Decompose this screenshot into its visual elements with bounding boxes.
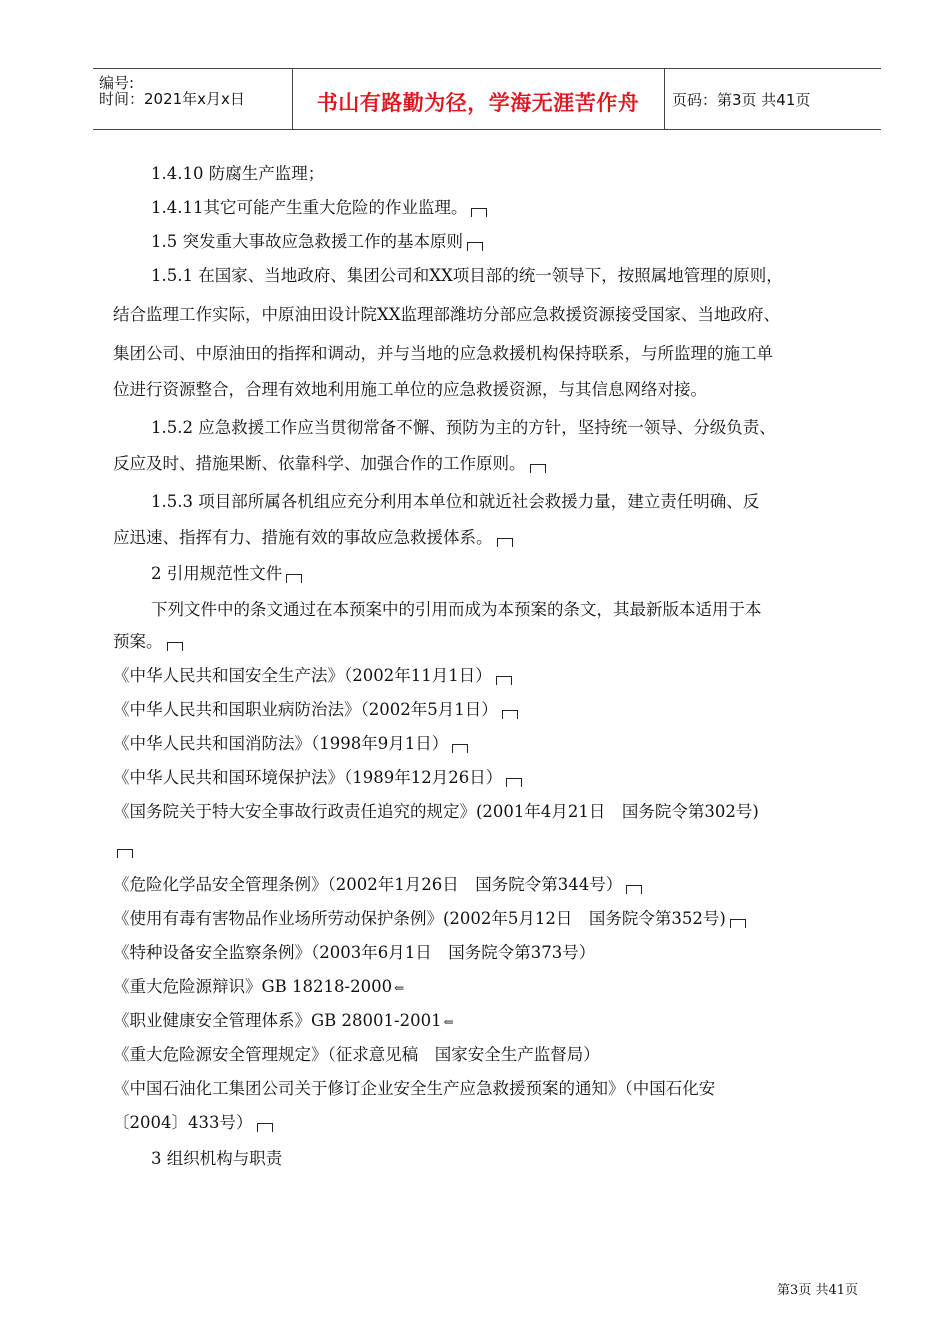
reference-item: 《使用有毒有害物品作业场所劳动保护条例》(2002年5月12日 国务院令第352号): [113, 908, 746, 930]
text-line: 反应及时、措施果断、依靠科学、加强合作的工作原则。: [113, 453, 546, 475]
reference-item: 《中华人民共和国环境保护法》（1989年12月26日）: [113, 767, 522, 789]
text-line: 1.4.11其它可能产生重大危险的作业监理。: [151, 197, 487, 219]
page-label: 页码：第3页 共41页: [672, 91, 811, 109]
text-line: 位进行资源整合，合理有效地利用施工单位的应急救援资源，与其信息网络对接。: [113, 380, 707, 399]
page-header: [93, 68, 881, 130]
paragraph-mark-icon: [506, 778, 522, 787]
paragraph-mark-icon: [502, 710, 518, 719]
text-line: 下列文件中的条文通过在本预案中的引用而成为本预案的条文，其最新版本适用于本: [151, 600, 762, 619]
header-page-cell: [664, 69, 881, 129]
reference-item: 〔2004〕433号）: [113, 1112, 273, 1134]
text-line: 结合监理工作实际，中原油田设计院XX监理部潍坊分部应急救援资源接受国家、当地政府、: [113, 305, 780, 324]
paragraph-mark-icon: [530, 464, 546, 473]
paragraph-mark-icon: [257, 1123, 273, 1132]
reference-item: 《重大危险源辩识》GB 18218-2000 ⇐: [113, 976, 404, 999]
paragraph-mark-icon: [471, 208, 487, 217]
paragraph-mark-icon: [167, 642, 183, 651]
paragraph-mark-icon: [497, 538, 513, 547]
paragraph-mark-icon: ⇐: [394, 981, 405, 995]
section-heading: 3 组织机构与职责: [151, 1149, 283, 1168]
text-line: 预案。: [113, 631, 183, 653]
motto: 书山有路勤为径，学海无涯苦作舟: [316, 91, 640, 115]
paragraph-mark-icon: [467, 242, 483, 251]
reference-item: 《职业健康安全管理体系》GB 28001-2001 ⇐: [113, 1010, 454, 1033]
text-line: [113, 838, 133, 860]
text-line: 1.5.2 应急救援工作应当贯彻常备不懈、预防为主的方针，坚持统一领导、分级负责、: [151, 418, 776, 437]
reference-item: 《中华人民共和国职业病防治法》（2002年5月1日）: [113, 699, 518, 721]
code-label: 编号:: [99, 74, 135, 92]
header-motto-cell: [292, 69, 665, 129]
text-line: 1.5.3 项目部所属各机组应充分利用本单位和就近社会救援力量，建立责任明确、反: [151, 492, 760, 511]
paragraph-mark-icon: [730, 919, 746, 928]
paragraph-mark-icon: [117, 849, 133, 858]
page-footer: 第3页 共41页: [777, 1283, 858, 1298]
paragraph-mark-icon: [286, 574, 302, 583]
reference-item: 《中华人民共和国安全生产法》（2002年11月1日）: [113, 665, 512, 687]
section-heading: 2 引用规范性文件: [151, 563, 302, 585]
text-line: 1.4.10 防腐生产监理；: [151, 164, 325, 183]
reference-item: 《特种设备安全监察条例》（2003年6月1日 国务院令第373号）: [113, 943, 596, 962]
paragraph-mark-icon: [496, 676, 512, 685]
reference-item: 《中国石油化工集团公司关于修订企业安全生产应急救援预案的通知》（中国石化安: [113, 1079, 716, 1098]
paragraph-mark-icon: [626, 885, 642, 894]
paragraph-mark-icon: [452, 744, 468, 753]
reference-item: 《中华人民共和国消防法》（1998年9月1日）: [113, 733, 468, 755]
paragraph-mark-icon: ⇐: [443, 1015, 454, 1029]
text-line: 1.5 突发重大事故应急救援工作的基本原则: [151, 231, 483, 253]
header-info-cell: [93, 69, 293, 129]
reference-item: 《危险化学品安全管理条例》（2002年1月26日 国务院令第344号）: [113, 874, 642, 896]
time-label: 时间：2021年x月x日: [99, 90, 245, 108]
reference-item: 《重大危险源安全管理规定》（征求意见稿 国家安全生产监督局）: [113, 1045, 600, 1064]
text-line: 1.5.1 在国家、当地政府、集团公司和XX项目部的统一领导下，按照属地管理的原则，: [151, 266, 783, 285]
text-line: 集团公司、中原油田的指挥和调动，并与当地的应急救援机构保持联系，与所监理的施工单: [113, 344, 773, 363]
reference-item: 《国务院关于特大安全事故行政责任追究的规定》(2001年4月21日 国务院令第302号): [113, 802, 759, 821]
text-line: 应迅速、指挥有力、措施有效的事故应急救援体系。: [113, 527, 513, 549]
